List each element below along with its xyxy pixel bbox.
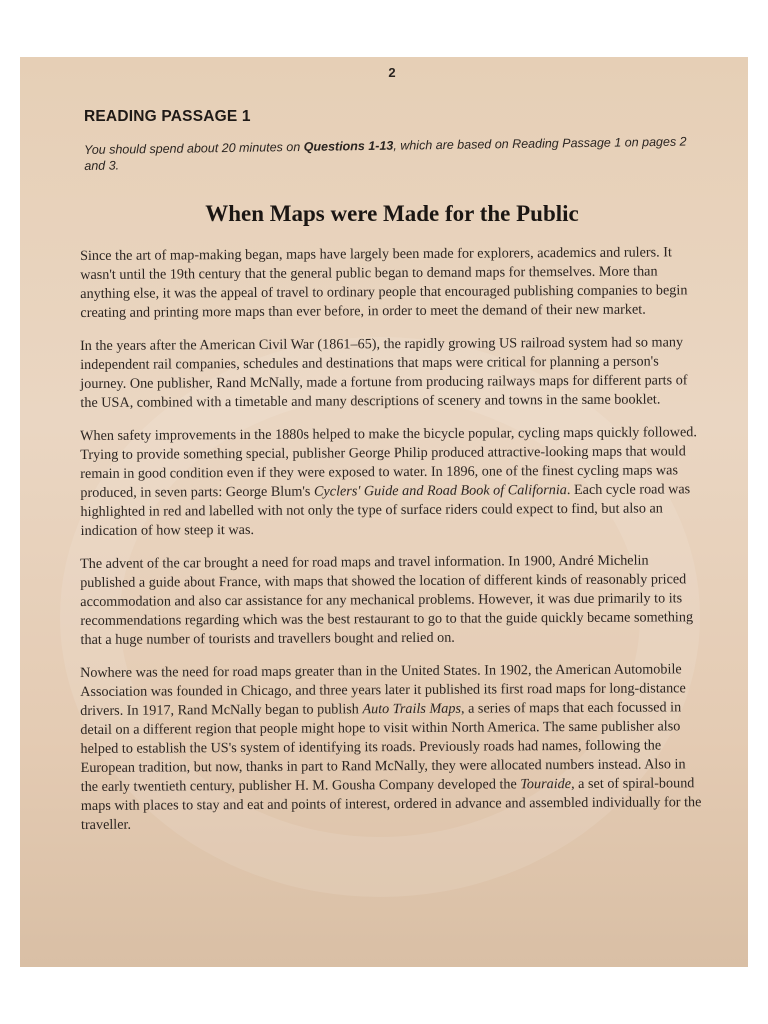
book-title-auto-trails-maps: Auto Trails Maps — [362, 700, 462, 717]
passage-title: When Maps were Made for the Public — [205, 200, 579, 226]
instructions-prefix: You should spend about 20 minutes on — [84, 139, 304, 157]
paragraph-4: The advent of the car brought a need for road maps and travel information. In 1900, André Michelin published a guide about France, with maps that showed the location of different kinds of reasonably priced accommodation and also car assistance for any mechanical problems. However, it was due primarily to its recommendations regarding which was the best restaurant to go to that the guide quickly became something that a huge number of tourists and travellers bought and relied on. — [80, 552, 694, 648]
paragraph-5-text-c: , a set of spiral-bound maps with places to stay and eat and points of interest, ordered in advance and assembled individually for the traveller. — [80, 774, 702, 833]
section-title: READING PASSAGE 1 — [84, 108, 251, 125]
instructions-suffix: , which are based on Reading Passage 1 on pages 2 and 3. — [84, 134, 687, 174]
book-title-cyclers-guide: Cyclers' Guide and Road Book of California — [313, 481, 567, 500]
paragraph-1: Since the art of map-making began, maps have largely been made for explorers, academics and rulers. It wasn't until the 19th century that the general public began to demand maps for themselves. More than anything else, it was the appeal of travel to ordinary people that encouraged publishing companies to begin creating and printing more maps than ever before, in order to meet the demand of their new market. — [80, 243, 688, 321]
page-number: 2 — [388, 65, 396, 80]
paragraph-3-text-b: . Each cycle road was highlighted in red and labelled with not only the type of surface riders could expect to find, but also an indication of how steep it was. — [80, 480, 691, 539]
paragraph-5-text-b: , a series of maps that each focussed in detail on a different region that people might hope to visit within North America. The same publisher also helped to establish the US's system of identifying its roads. Previously roads had names, following the European tradition, but now, thanks in part to Rand McNally, they were allocated numbers instead. Also in the early twentieth century, publisher H. M. Gousha Company developed the — [80, 698, 686, 795]
instructions-questions: Questions 1-13 — [303, 138, 394, 154]
paragraph-5-text-a: Nowhere was the need for road maps greater than in the United States. In 1902, the American Automobile Association was founded in Chicago, and three years later it published its first road maps for long-distance drivers. In 1917, Rand McNally began to publish — [80, 660, 686, 719]
paragraph-2: In the years after the American Civil War (1861–65), the rapidly growing US railroad system had so many independent rail companies, schedules and destinations that maps were critical for planning a person's journey. One publisher, Rand McNally, made a fortune from producing railways maps for different parts of the USA, combined with a timetable and many descriptions of scenery and towns in the same booklet. — [80, 333, 688, 411]
book-title-touraide: Touraide — [520, 775, 572, 792]
instructions — [84, 133, 704, 174]
paragraph-3 — [80, 423, 705, 541]
paragraph-3-text-a: When safety improvements in the 1880s helped to make the bicycle popular, cycling maps quickly followed. Trying to provide something special, publisher George Philip produced attractive-looking maps that would remain in good condition even if they were exposed to water. In 1896, one of the finest cycling maps was produced, in seven parts: George Blum's — [80, 423, 697, 501]
document-page — [20, 57, 748, 967]
paragraph-5 — [80, 660, 705, 835]
